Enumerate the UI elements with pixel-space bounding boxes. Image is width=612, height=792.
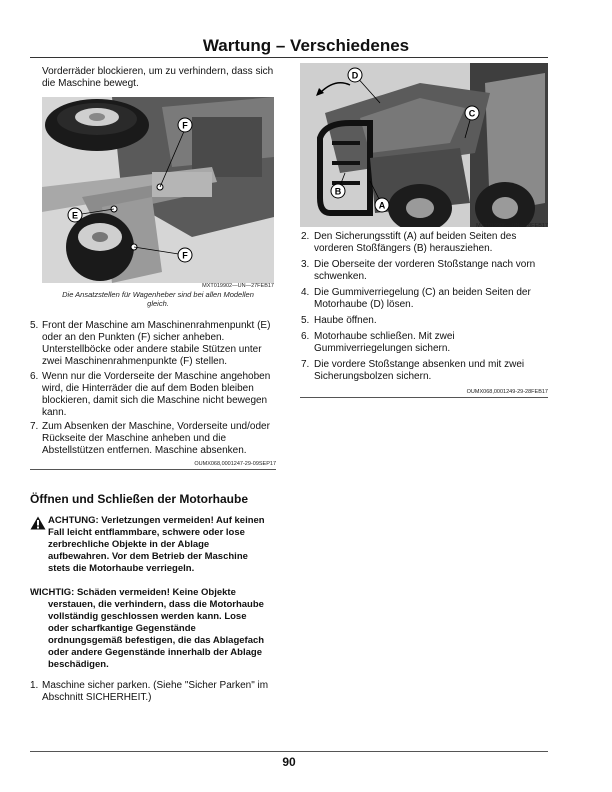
important-line: vollständig geschlossen werden kann. Lose <box>48 611 247 622</box>
caution-line: aufbewahren. Vor dem Betrieb der Maschine <box>48 551 248 562</box>
step-7-line: Zum Absenken der Maschine, Vorderseite und/oder <box>42 421 270 432</box>
step-5-line: zwei Maschinenrahmenpunkte (F) stellen. <box>42 356 228 367</box>
left-ref-code: OUMX068,0001247-29-09SEP17 <box>194 461 276 467</box>
intro-line-2: die Maschine bewegt. <box>42 78 139 89</box>
right-step-2-number: 2. <box>301 231 310 242</box>
important-line: oder andere Gegenstände innerhalb der Ablage <box>48 647 262 658</box>
right-step-4-line: Motorhaube (D) lösen. <box>314 299 414 310</box>
right-step-6-line: Gummiverriegelungen sichern. <box>314 343 451 354</box>
caution-line: ACHTUNG: Verletzungen vermeiden! Auf keinen <box>48 515 265 526</box>
right-step-4-line: Die Gummiverriegelung (C) an beiden Seiten der <box>314 287 531 298</box>
callout-f-bottom: F <box>182 250 188 261</box>
right-section-rule <box>300 397 548 398</box>
callout-e: E <box>71 210 79 221</box>
right-ref-code: OUMX068,0001249-29-28FEB17 <box>466 389 548 395</box>
callout-a: A <box>378 200 386 211</box>
warning-triangle-icon <box>30 516 46 530</box>
right-step-4-number: 4. <box>301 287 310 298</box>
caution-line: zerbrechliche Objekte in der Ablage <box>48 539 210 550</box>
step-1-number: 1. <box>30 680 39 691</box>
right-step-7-line: Die vordere Stoßstange absenken und mit zwei <box>314 359 525 370</box>
right-step-3-line: Die Oberseite der vorderen Stoßstange nach vorn <box>314 259 536 270</box>
right-step-6-line: Motorhaube schließen. Mit zwei <box>314 331 455 342</box>
important-line: beschädigen. <box>48 659 109 670</box>
jack-points-illustration <box>42 97 274 283</box>
figure1-caption-2: gleich. <box>147 299 169 308</box>
figure2-ref: MXT019906—UN—28FEB17 <box>476 223 548 229</box>
section-heading: Öffnen und Schließen der Motorhaube <box>30 492 249 506</box>
right-step-2-line: Den Sicherungsstift (A) auf beiden Seiten des <box>314 231 517 242</box>
right-step-6-number: 6. <box>301 331 310 342</box>
step-7-number: 7. <box>30 421 39 432</box>
step-6-number: 6. <box>30 371 39 382</box>
step-6-line: kann. <box>42 407 67 418</box>
callout-f-top: F <box>182 120 188 131</box>
left-section-rule <box>30 469 276 470</box>
step-1-line: Abschnitt SICHERHEIT.) <box>42 692 152 703</box>
right-step-2-line: vorderen Stoßfängers (B) herausziehen. <box>314 243 493 254</box>
step-6-line: wird, die Hinterräder die auf dem Boden bleiben <box>42 383 254 394</box>
right-step-5-line: Haube öffnen. <box>314 315 377 326</box>
step-5-line: Front der Maschine am Maschinenrahmenpunkt (E) <box>42 320 271 331</box>
callout-d: D <box>351 70 359 81</box>
footer-rule <box>30 751 548 752</box>
right-step-3-number: 3. <box>301 259 310 270</box>
figure1-ref: MXT019902—UN—27FEB17 <box>202 283 274 289</box>
step-7-line: Rückseite der Maschine anheben und die <box>42 433 227 444</box>
step-6-line: Wenn nur die Vorderseite der Maschine angehoben <box>42 371 271 382</box>
callout-c: C <box>468 108 476 119</box>
page-number: 90 <box>282 755 296 769</box>
title-rule <box>30 57 548 58</box>
step-6-line: blockieren, damit sich die Maschine nicht bewegen <box>42 395 268 406</box>
bumper-hood-illustration <box>300 63 548 227</box>
right-step-5-number: 5. <box>301 315 310 326</box>
important-line: WICHTIG: Schäden vermeiden! Keine Objekte <box>30 587 236 598</box>
right-step-7-line: Sicherungsbolzen sichern. <box>314 371 432 382</box>
step-1-line: Maschine sicher parken. (Siehe "Sicher Parken" im <box>42 680 269 691</box>
step-5-line: Unterstellböcke oder andere stabile Stützen unter <box>42 344 262 355</box>
right-step-7-number: 7. <box>301 359 310 370</box>
caution-line: Fall leicht entflammbare, schwere oder lose <box>48 527 245 538</box>
important-line: ordnungsgemäß befestigen, die das Ablagefach <box>48 635 265 646</box>
intro-line-1: Vorderräder blockieren, um zu verhindern, dass sich <box>42 66 274 77</box>
figure1-caption-1: Die Ansatzstellen für Wagenheber sind bei allen Modellen <box>62 290 254 299</box>
page-title: Wartung – Verschiedenes <box>202 36 410 55</box>
step-5-line: oder an den Punkten (F) sicher anheben. <box>42 332 225 343</box>
step-5-number: 5. <box>30 320 39 331</box>
caution-line: stets die Motorhaube verriegeln. <box>48 563 195 574</box>
callout-b: B <box>334 186 342 197</box>
step-7-line: Abstellstützen entfernen. Maschine absenken. <box>42 445 247 456</box>
important-line: oder scharfkantige Gegenstände <box>48 623 196 634</box>
important-line: verstauen, die verhindern, dass die Motorhaube <box>48 599 264 610</box>
right-step-3-line: schwenken. <box>314 271 367 282</box>
